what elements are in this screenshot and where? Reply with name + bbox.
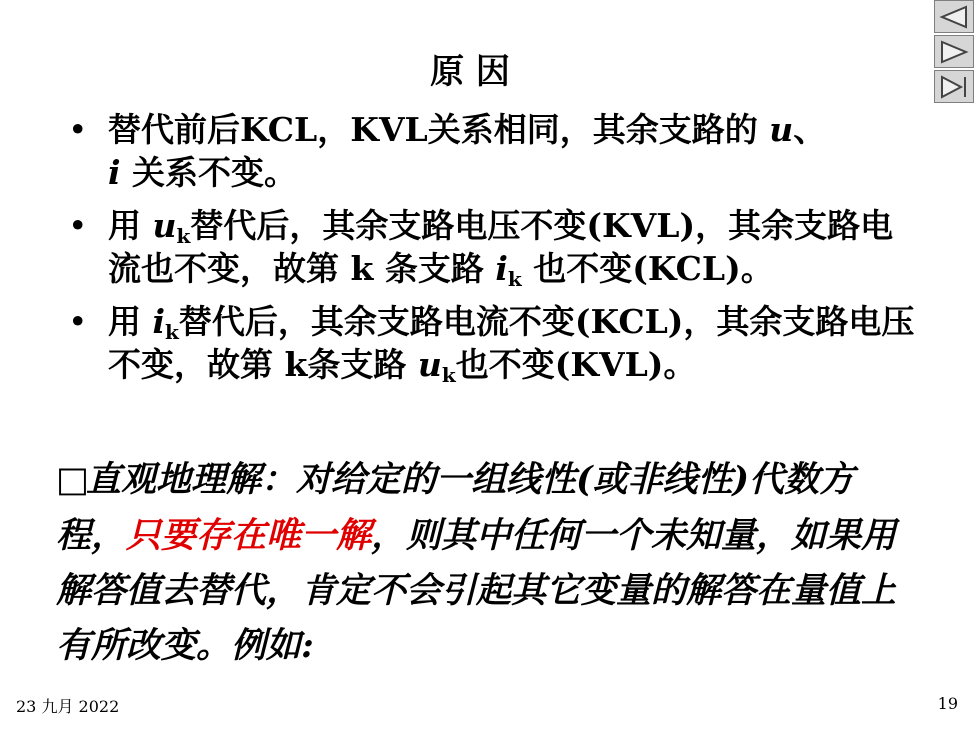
note-text: ，则其中任何一个未知量，如果用解答值去替代，肯定不会引起其它变量的解答在量值上有所改变。例如: (56, 515, 897, 666)
note-text: 直观地理解：对给定的一组线性(或非线性)代数方程， (56, 459, 855, 556)
variable-i: i (152, 302, 166, 341)
variable-u: u (152, 206, 177, 245)
bullet-item-2 (62, 204, 922, 290)
skip-end-icon (939, 75, 969, 99)
bullet-text: 用 (108, 302, 153, 341)
triangle-left-icon (939, 5, 969, 29)
bullet-item-1 (62, 108, 922, 194)
last-slide-button[interactable] (934, 70, 974, 103)
bullet-text: 、 (793, 110, 827, 149)
bullet-text: 也不变(KCL)。 (521, 249, 774, 288)
checkbox-bullet-icon: □ (56, 460, 90, 500)
variable-u: u (769, 110, 794, 149)
bullet-list (62, 108, 922, 396)
bullet-dot: • (68, 206, 88, 245)
bullet-text: 用 (108, 206, 153, 245)
highlight-text: 只要存在唯一解 (126, 515, 372, 556)
previous-slide-button[interactable] (934, 0, 974, 33)
subscript-k: k (165, 320, 179, 344)
subscript-k: k (176, 224, 191, 248)
bullet-text: 关系不变。 (120, 153, 298, 192)
bullet-text: 替代前后KCL，KVL关系相同，其余支路的 (108, 110, 770, 149)
bullet-text: 替代后，其余支路电压不变(KVL)，其余支路电流也不变，故第 k 条支路 (108, 206, 894, 288)
bullet-text: 也不变(KVL)。 (455, 345, 697, 384)
next-slide-button[interactable] (934, 35, 974, 68)
page-number: 19 (937, 694, 958, 713)
bullet-item-3 (62, 300, 922, 386)
slide-navigation (934, 0, 978, 105)
slide-title: 原 因 (430, 52, 510, 92)
intuitive-explanation (56, 452, 916, 673)
footer-date: 23 九月 2022 (16, 697, 120, 716)
bullet-dot: • (68, 302, 88, 341)
variable-i: i (495, 249, 508, 288)
bullet-text: 替代后，其余支路电流不变(KCL)，其余支路电压不变，故第 k条支路 (108, 302, 915, 384)
subscript-k: k (441, 363, 456, 387)
bullet-dot: • (68, 110, 88, 149)
variable-u: u (417, 345, 442, 384)
subscript-k: k (507, 267, 522, 291)
triangle-right-icon (939, 40, 969, 64)
variable-i: i (108, 153, 121, 192)
